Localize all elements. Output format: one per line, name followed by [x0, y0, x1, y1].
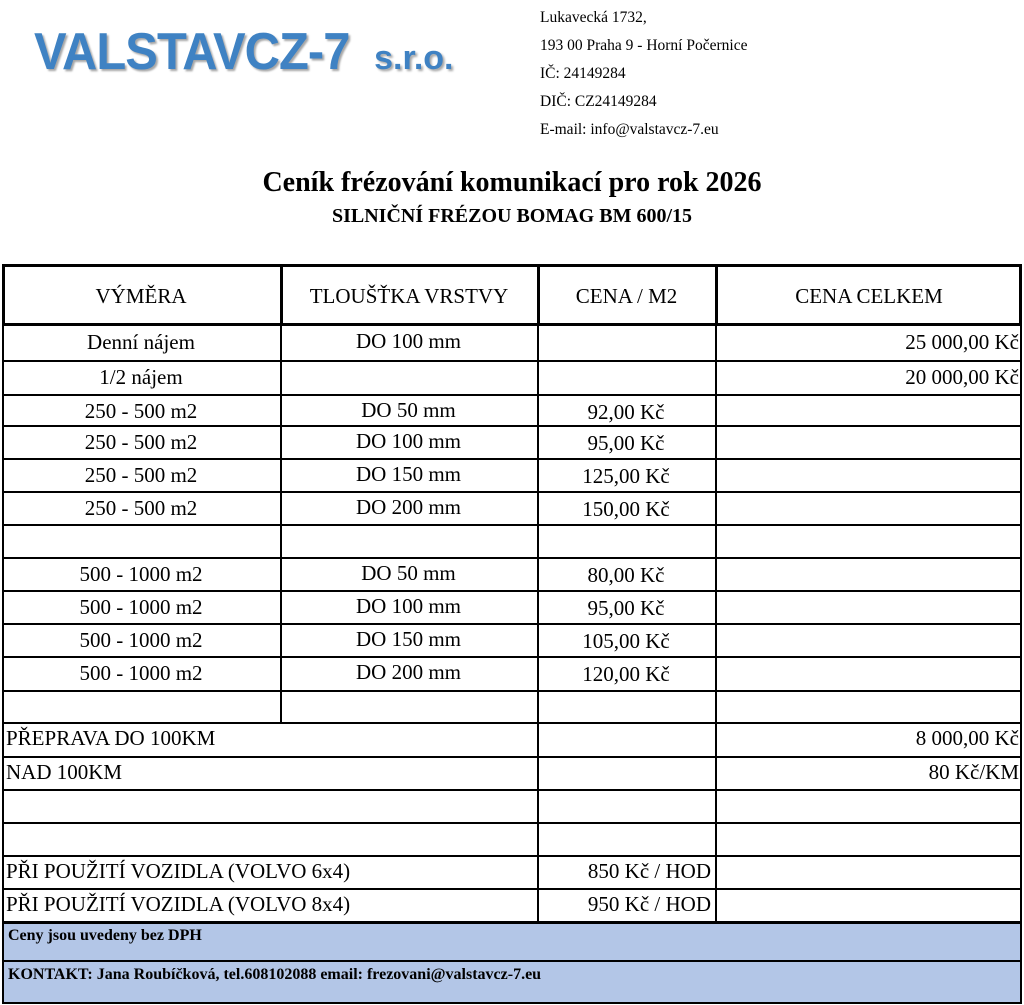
cell-vymera: 250 - 500 m2	[84, 399, 198, 423]
table-grid-line	[2, 425, 1022, 427]
table-grid-line	[2, 590, 1022, 592]
table-grid-line	[715, 325, 717, 921]
logo-main-text: VALSTAVCZ-7	[34, 23, 350, 81]
address-line-ic: IČ: 24149284	[540, 65, 626, 82]
cell-cena-m2: 105,00 Kč	[582, 629, 670, 653]
cell-cena-m2: 125,00 Kč	[582, 464, 670, 488]
cell-cena-celkem: 20 000,00 Kč	[905, 365, 1019, 389]
cell-vehicle-label: PŘI POUŽITÍ VOZIDLA (VOLVO 8x4)	[6, 892, 351, 916]
table-grid-line	[2, 756, 1022, 758]
table-grid-line	[2, 855, 1022, 857]
table-grid-line	[2, 394, 1022, 396]
table-grid-line	[1020, 325, 1022, 921]
cell-cena-celkem: 25 000,00 Kč	[905, 330, 1019, 354]
table-grid-line	[2, 557, 1022, 559]
table-grid-line	[715, 264, 718, 325]
cell-vymera: 500 - 1000 m2	[79, 562, 203, 586]
table-grid-line	[2, 921, 1022, 924]
table-grid-line	[2, 360, 1022, 362]
cell-vymera: 1/2 nájem	[99, 365, 183, 389]
cell-vehicle-price: 850 Kč / HOD	[587, 859, 711, 883]
table-grid-line	[2, 491, 1022, 493]
cell-vymera: 500 - 1000 m2	[79, 661, 203, 685]
cell-tloustka: DO 50 mm	[361, 561, 456, 585]
footer-contact: KONTAKT: Jana Roubíčková, tel.608102088 email: frezovani@valstavcz-7.eu	[8, 966, 542, 983]
address-line-email: E-mail: info@valstavcz-7.eu	[540, 121, 719, 138]
cell-transport-label: PŘEPRAVA DO 100KM	[6, 726, 216, 750]
cell-cena-m2: 95,00 Kč	[587, 431, 665, 455]
table-grid-line	[2, 264, 1022, 267]
cell-transport-label: NAD 100KM	[6, 760, 123, 784]
logo-suffix-text: s.r.o.	[374, 39, 454, 77]
header-cena-m2: CENA / M2	[575, 284, 678, 308]
cell-vymera: 250 - 500 m2	[84, 430, 198, 454]
table-grid-line	[2, 960, 1022, 962]
table-grid-line	[2, 690, 1022, 692]
table-grid-line	[2, 888, 1022, 890]
table-grid-line	[2, 1002, 1022, 1004]
cell-vymera: 250 - 500 m2	[84, 496, 198, 520]
table-grid-line	[2, 524, 1022, 526]
cell-vehicle-price: 950 Kč / HOD	[587, 892, 711, 916]
table-grid-line	[2, 822, 1022, 824]
cell-tloustka: DO 50 mm	[361, 398, 456, 422]
page-subtitle: SILNIČNÍ FRÉZOU BOMAG BM 600/15	[331, 205, 693, 227]
cell-tloustka: DO 100 mm	[356, 429, 461, 453]
header-tloustka: TLOUŠŤKA VRSTVY	[309, 284, 509, 308]
cell-cena-m2: 80,00 Kč	[587, 563, 665, 587]
cell-vymera: 250 - 500 m2	[84, 463, 198, 487]
address-line-city: 193 00 Praha 9 - Horní Počernice	[540, 37, 748, 54]
cell-tloustka: DO 150 mm	[356, 462, 461, 486]
table-grid-line	[1020, 921, 1022, 1004]
footer-note: Ceny jsou uvedeny bez DPH	[8, 927, 202, 944]
header-cena-celkem: CENA CELKEM	[795, 284, 943, 308]
table-grid-line	[2, 264, 5, 325]
table-grid-line	[2, 623, 1022, 625]
cell-tloustka: DO 100 mm	[356, 329, 461, 353]
cell-vehicle-label: PŘI POUŽITÍ VOZIDLA (VOLVO 6x4)	[6, 859, 351, 883]
table-grid-line	[2, 921, 4, 1004]
cell-cena-m2: 120,00 Kč	[582, 662, 670, 686]
cell-vymera: Denní nájem	[87, 330, 195, 354]
cell-tloustka: DO 200 mm	[356, 660, 461, 684]
table-grid-line	[2, 789, 1022, 791]
table-grid-line	[1019, 264, 1022, 325]
cell-tloustka: DO 150 mm	[356, 627, 461, 651]
table-grid-line	[280, 264, 283, 325]
address-line-dic: DIČ: CZ24149284	[540, 93, 657, 110]
table-grid-line	[2, 722, 1022, 724]
cell-vymera: 500 - 1000 m2	[79, 628, 203, 652]
table-grid-line	[2, 323, 1022, 326]
cell-transport-value: 8 000,00 Kč	[915, 726, 1019, 750]
address-line-street: Lukavecká 1732,	[540, 9, 647, 26]
table-grid-line	[2, 458, 1022, 460]
page-title: Ceník frézování komunikací pro rok 2026	[262, 167, 762, 198]
cell-transport-value: 80 Kč/KM	[928, 760, 1019, 784]
cell-cena-m2: 95,00 Kč	[587, 596, 665, 620]
header-vymera: VÝMĚRA	[95, 284, 187, 308]
cell-tloustka: DO 100 mm	[356, 594, 461, 618]
cell-tloustka: DO 200 mm	[356, 495, 461, 519]
table-grid-line	[2, 656, 1022, 658]
cell-cena-m2: 92,00 Kč	[587, 400, 665, 424]
cell-vymera: 500 - 1000 m2	[79, 595, 203, 619]
cell-cena-m2: 150,00 Kč	[582, 497, 670, 521]
table-grid-line	[537, 264, 540, 325]
